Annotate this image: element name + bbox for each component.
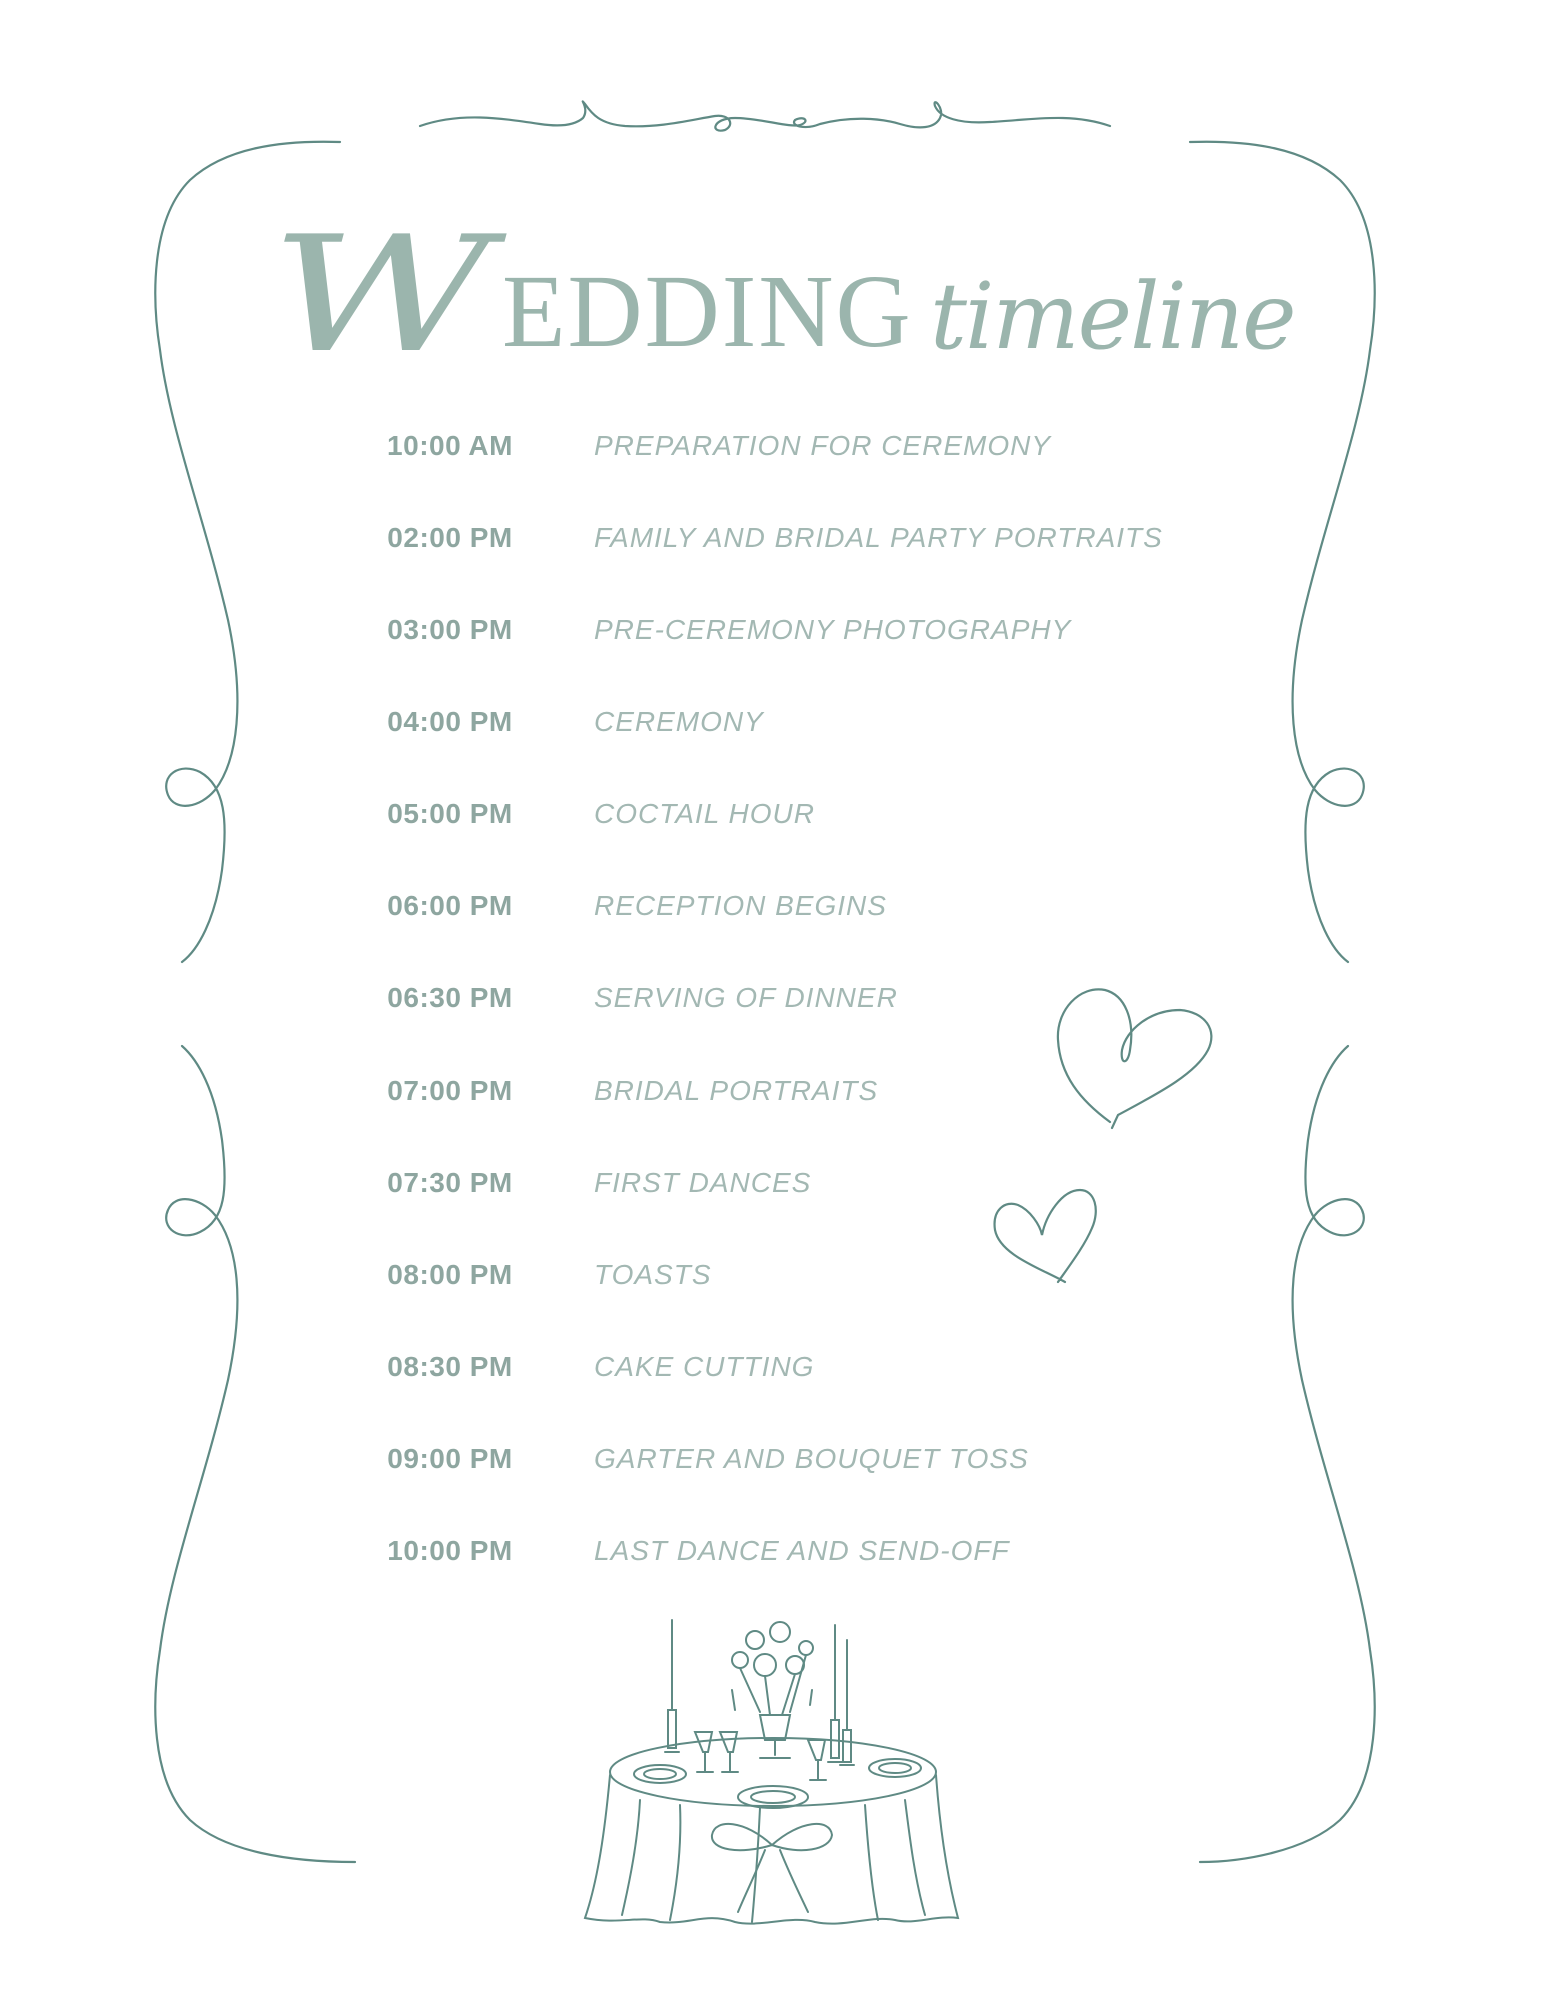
dinner-table-illustration <box>585 1620 958 1924</box>
timeline-row <box>0 886 1545 926</box>
timeline-row <box>0 1071 1545 1111</box>
timeline-row <box>0 794 1545 834</box>
timeline-event: LAST DANCE AND SEND-OFF <box>594 1535 1010 1566</box>
timeline-row <box>0 978 1545 1018</box>
timeline-event: PRE-CEREMONY PHOTOGRAPHY <box>594 614 1072 645</box>
timeline-time: 10:00 PM <box>387 1535 513 1566</box>
timeline-event: COCTAIL HOUR <box>594 798 815 829</box>
timeline-time: 06:00 PM <box>387 890 513 921</box>
timeline-time: 07:00 PM <box>387 1075 513 1106</box>
timeline-event: GARTER AND BOUQUET TOSS <box>594 1443 1029 1474</box>
timeline-event: TOASTS <box>594 1259 712 1290</box>
timeline-row <box>0 702 1545 742</box>
timeline-time: 03:00 PM <box>387 614 513 645</box>
timeline-row <box>0 1255 1545 1295</box>
timeline-event: CAKE CUTTING <box>594 1351 815 1382</box>
timeline-time: 06:30 PM <box>387 982 513 1013</box>
top-flourish-icon <box>420 101 1110 130</box>
timeline-row <box>0 610 1545 650</box>
timeline-row <box>0 1439 1545 1479</box>
timeline-time: 04:00 PM <box>387 706 513 737</box>
timeline-row <box>0 1163 1545 1203</box>
timeline-time: 10:00 AM <box>387 430 513 461</box>
timeline-time: 08:00 PM <box>387 1259 513 1290</box>
timeline-event: SERVING OF DINNER <box>594 982 898 1013</box>
timeline-time: 08:30 PM <box>387 1351 513 1382</box>
page-title <box>270 201 1295 388</box>
timeline-time: 07:30 PM <box>387 1167 513 1198</box>
timeline-event: PREPARATION FOR CEREMONY <box>594 430 1052 461</box>
timeline-event: FIRST DANCES <box>594 1167 812 1198</box>
title-script: timeline <box>930 263 1295 370</box>
timeline-row <box>0 1531 1545 1571</box>
timeline-row <box>0 1347 1545 1387</box>
timeline-time: 02:00 PM <box>387 522 513 553</box>
timeline-event: FAMILY AND BRIDAL PARTY PORTRAITS <box>594 522 1163 553</box>
title-initial: W <box>270 201 493 388</box>
timeline-event: RECEPTION BEGINS <box>594 890 887 921</box>
timeline-event: BRIDAL PORTRAITS <box>594 1075 879 1106</box>
timeline-time: 09:00 PM <box>387 1443 513 1474</box>
timeline-time: 05:00 PM <box>387 798 513 829</box>
title-word: EDDING <box>502 254 913 369</box>
timeline-row <box>0 518 1545 558</box>
timeline-event: CEREMONY <box>594 706 764 737</box>
timeline-row <box>0 426 1545 466</box>
